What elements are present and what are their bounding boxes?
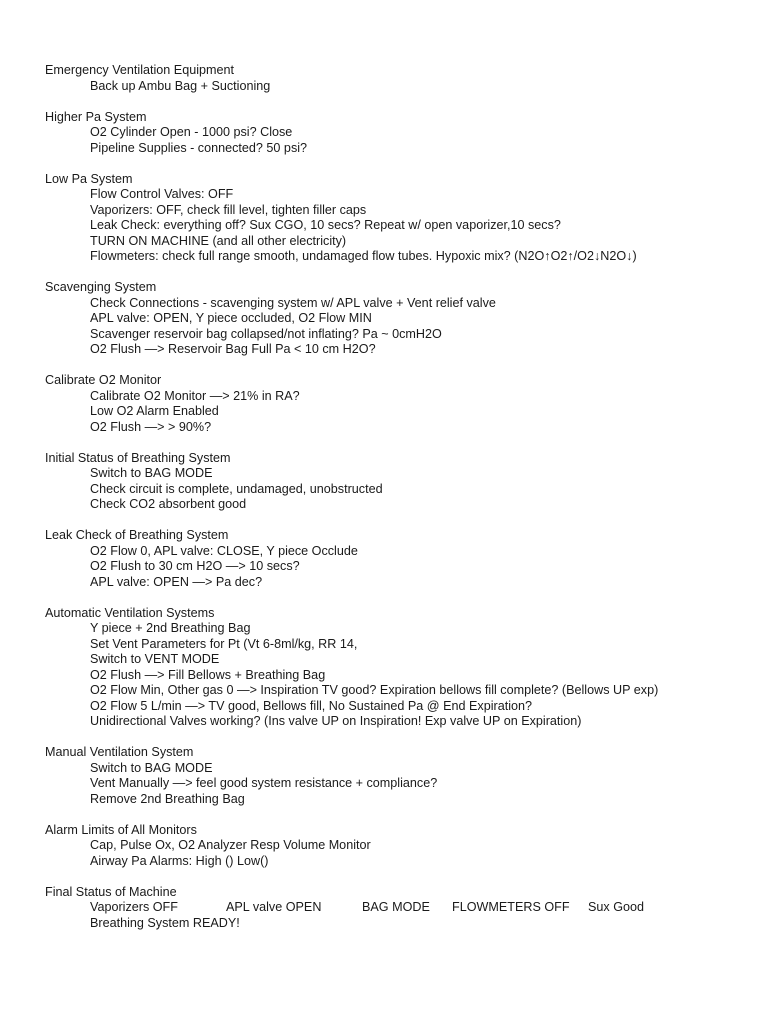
- section-items: [45, 466, 745, 513]
- checklist-sections: [45, 63, 745, 869]
- section-heading: Emergency Ventilation Equipment: [45, 63, 235, 77]
- section-heading: Leak Check of Breathing System: [45, 528, 229, 542]
- section-items: [45, 900, 745, 931]
- checklist-item: Vent Manually —> feel good system resistance + compliance?: [90, 776, 438, 790]
- section-items: [45, 761, 745, 808]
- section-heading: Calibrate O2 Monitor: [45, 373, 162, 387]
- checklist-item: APL valve: OPEN, Y piece occluded, O2 Flow MIN: [90, 311, 372, 325]
- final-status-section: [45, 885, 745, 932]
- final-status-bag-mode: BAG MODE: [362, 900, 430, 914]
- checklist-section: [45, 280, 745, 358]
- checklist-item: O2 Flow 0, APL valve: CLOSE, Y piece Occlude: [90, 543, 358, 558]
- section-heading: Low Pa System: [45, 171, 133, 186]
- section-items: [45, 621, 745, 730]
- checklist-item: Check circuit is complete, undamaged, unobstructed: [90, 481, 383, 496]
- final-status-row: [90, 900, 745, 916]
- section-heading: Final Status of Machine: [45, 884, 177, 899]
- final-status-flowmeters: FLOWMETERS OFF: [452, 900, 570, 914]
- section-heading: Scavenging System: [45, 280, 157, 294]
- checklist-section: [45, 373, 745, 435]
- section-heading: Alarm Limits of All Monitors: [45, 822, 197, 837]
- checklist-item: O2 Flush —> Reservoir Bag Full Pa < 10 cm H2O?: [90, 342, 376, 356]
- checklist-section: [45, 745, 745, 807]
- checklist-item: Pipeline Supplies - connected? 50 psi?: [90, 140, 308, 155]
- section-items: [45, 296, 745, 358]
- checklist-item: Flow Control Valves: OFF: [90, 187, 234, 201]
- checklist-item: Low O2 Alarm Enabled: [90, 404, 219, 418]
- checklist-item: O2 Flush to 30 cm H2O —> 10 secs?: [90, 559, 300, 573]
- checklist-section: [45, 63, 745, 94]
- checklist-item: Check Connections - scavenging system w/ APL valve + Vent relief valve: [90, 295, 496, 310]
- checklist-item: O2 Flush —> Fill Bellows + Breathing Bag: [90, 667, 326, 682]
- section-items: [45, 838, 745, 869]
- final-status-vaporizers: Vaporizers OFF: [90, 900, 178, 914]
- checklist-item: Back up Ambu Bag + Suctioning: [90, 78, 271, 93]
- checklist-section: [45, 172, 745, 265]
- checklist-section: [45, 606, 745, 730]
- checklist-document: [45, 63, 745, 947]
- checklist-item: TURN ON MACHINE (and all other electricity): [90, 233, 347, 248]
- checklist-item: Unidirectional Valves working? (Ins valve UP on Inspiration! Exp valve UP on Expiration): [90, 714, 582, 728]
- checklist-section: [45, 110, 745, 157]
- checklist-item: O2 Flush —> > 90%?: [90, 419, 212, 434]
- checklist-section: [45, 451, 745, 513]
- final-status-ready: Breathing System READY!: [90, 915, 240, 930]
- checklist-item: O2 Flow 5 L/min —> TV good, Bellows fill, No Sustained Pa @ End Expiration?: [90, 698, 533, 713]
- final-status-apl-valve: APL valve OPEN: [226, 900, 322, 914]
- checklist-item: Switch to BAG MODE: [90, 760, 213, 775]
- checklist-item: O2 Cylinder Open - 1000 psi? Close: [90, 125, 293, 139]
- checklist-section: [45, 528, 745, 590]
- section-heading: Initial Status of Breathing System: [45, 450, 231, 465]
- checklist-item: Leak Check: everything off? Sux CGO, 10 secs? Repeat w/ open vaporizer,10 secs?: [90, 218, 561, 232]
- checklist-item: Airway Pa Alarms: High () Low(): [90, 853, 269, 868]
- checklist-item: Cap, Pulse Ox, O2 Analyzer Resp Volume Monitor: [90, 838, 371, 852]
- section-items: [45, 187, 745, 265]
- section-items: [45, 79, 745, 95]
- section-items: [45, 389, 745, 436]
- checklist-item: Switch to BAG MODE: [90, 466, 213, 480]
- checklist-item: APL valve: OPEN —> Pa dec?: [90, 574, 263, 589]
- checklist-item: Scavenger reservoir bag collapsed/not inflating? Pa ~ 0cmH2O: [90, 326, 442, 341]
- checklist-item: Check CO2 absorbent good: [90, 497, 247, 511]
- checklist-item: Remove 2nd Breathing Bag: [90, 791, 245, 806]
- checklist-item: Calibrate O2 Monitor —> 21% in RA?: [90, 388, 300, 403]
- section-heading: Manual Ventilation System: [45, 745, 194, 759]
- section-items: [45, 544, 745, 591]
- checklist-item: Set Vent Parameters for Pt (Vt 6-8ml/kg, RR 14,: [90, 636, 358, 651]
- section-items: [45, 125, 745, 156]
- checklist-item: Vaporizers: OFF, check fill level, tighten filler caps: [90, 202, 367, 217]
- checklist-section: [45, 823, 745, 870]
- final-status-sux: Sux Good: [588, 900, 645, 914]
- section-heading: Automatic Ventilation Systems: [45, 605, 215, 620]
- checklist-item: Flowmeters: check full range smooth, undamaged flow tubes. Hypoxic mix? (N2O↑O2↑/O2↓N2O↓): [90, 249, 637, 263]
- checklist-item: Y piece + 2nd Breathing Bag: [90, 621, 251, 635]
- checklist-item: Switch to VENT MODE: [90, 652, 220, 666]
- checklist-item: O2 Flow Min, Other gas 0 —> Inspiration TV good? Expiration bellows fill complete? (Bellows UP exp): [90, 683, 659, 697]
- section-heading: Higher Pa System: [45, 109, 147, 124]
